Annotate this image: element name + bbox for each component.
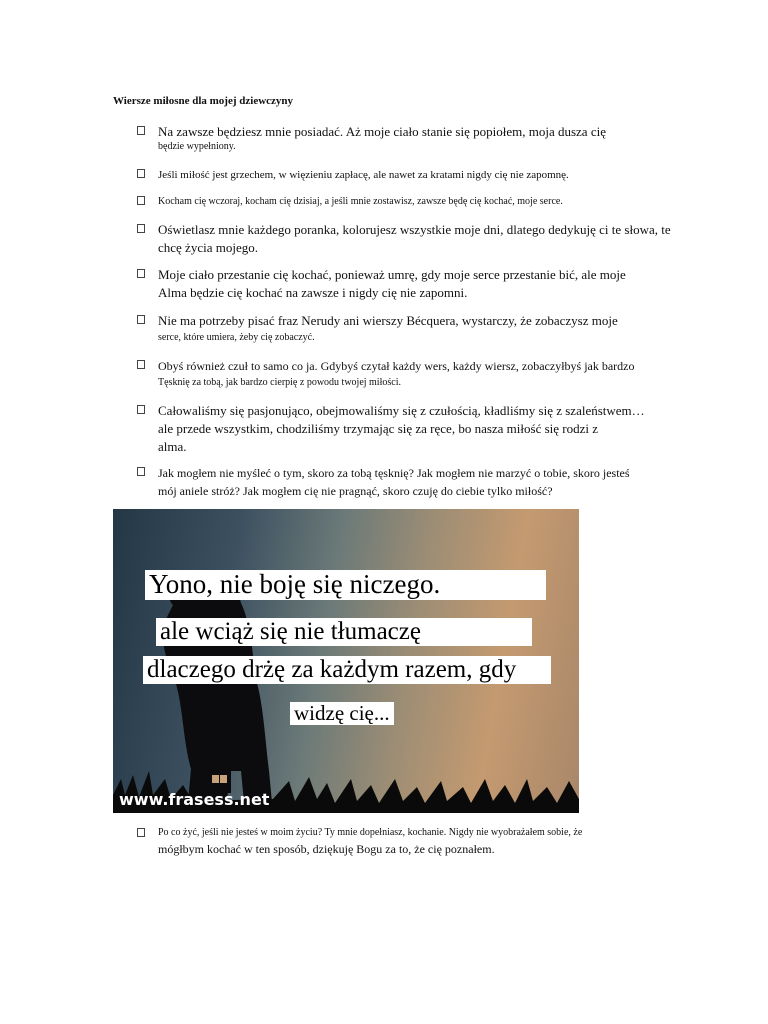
poem-line: serce, które umiera, żeby cię zobaczyć.: [158, 332, 315, 343]
poem-line: Tęsknię za tobą, jak bardzo cierpię z powodu twojej miłości.: [158, 377, 401, 388]
poem-line: Jeśli miłość jest grzechem, w więzieniu zapłacę, ale nawet za kratami nigdy cię nie zapomnę.: [158, 169, 569, 181]
checkbox-bullet-icon: [137, 224, 145, 233]
document-title: Wiersze miłosne dla mojej dziewczyny: [113, 95, 294, 107]
poem-line: alma.: [158, 439, 187, 454]
poem-list-item: [137, 221, 677, 257]
quote-photo: [113, 509, 579, 813]
poem-line: ale przede wszystkim, chodziliśmy trzymając się za ręce, bo nasza miłość się rodzi z: [158, 421, 599, 436]
poem-line: Moje ciało przestanie cię kochać, ponieważ umrę, gdy moje serce przestanie bić, ale moje: [158, 267, 626, 282]
checkbox-bullet-icon: [137, 196, 145, 205]
caption-line-3: dlaczego drżę za każdym razem, gdy: [143, 656, 551, 684]
poem-line: chcę życia mojego.: [158, 240, 258, 255]
poem-line: Na zawsze będziesz mnie posiadać. Aż moje ciało stanie się popiołem, moja dusza cię: [158, 124, 606, 139]
poem-list-item: [137, 464, 677, 500]
poem-line: Nie ma potrzeby pisać fraz Nerudy ani wierszy Bécquera, wystarczy, że zobaczysz moje: [158, 313, 618, 328]
poem-line: będzie wypełniony.: [158, 141, 236, 152]
poem-line: Obyś również czuł to samo co ja. Gdybyś czytał każdy wers, każdy wiersz, zobaczyłbyś jak bardzo: [158, 359, 635, 373]
checkbox-bullet-icon: [137, 169, 145, 178]
poem-line: Całowaliśmy się pasjonująco, obejmowaliśmy się z czułością, kładliśmy się z szaleństwem…: [158, 403, 645, 418]
checkbox-bullet-icon: [137, 126, 145, 135]
poem-line: Po co żyć, jeśli nie jesteś w moim życiu? Ty mnie dopełniasz, kochanie. Nigdy nie wyobrażałem sobie, że: [158, 827, 583, 838]
poem-list-item: [137, 402, 677, 456]
caption-line-4: widzę cię...: [290, 702, 394, 725]
watermark: www.frasess.net: [119, 790, 270, 809]
poem-line: mój aniele stróż? Jak mogłem cię nie pragnąć, skoro czuję do ciebie tylko miłość?: [158, 484, 553, 498]
poem-line: mógłbym kochać w ten sposób, dziękuję Bogu za to, że cię poznałem.: [158, 842, 495, 856]
poem-list-item: [137, 193, 677, 211]
poem-line: Alma będzie cię kochać na zawsze i nigdy cię nie zapomni.: [158, 285, 468, 300]
checkbox-bullet-icon: [137, 405, 145, 414]
poem-list-item: [137, 312, 677, 345]
checkbox-bullet-icon: [137, 360, 145, 369]
poem-list-item: [137, 166, 677, 184]
poem-list-item: [137, 825, 677, 858]
poem-line: Kocham cię wczoraj, kocham cię dzisiaj, a jeśli mnie zostawisz, zawsze będę cię kochać, moje serce.: [158, 196, 563, 207]
poem-line: Jak mogłem nie myśleć o tym, skoro za tobą tęsknię? Jak mogłem nie marzyć o tobie, skoro jesteś: [158, 466, 630, 480]
checkbox-bullet-icon: [137, 828, 145, 837]
poem-line: Oświetlasz mnie każdego poranka, kolorujesz wszystkie moje dni, dlatego dedykuję ci te słowa, te: [158, 222, 671, 237]
poem-list-item: [137, 266, 677, 302]
caption-line-1: Yono, nie boję się niczego.: [145, 570, 546, 600]
checkbox-bullet-icon: [137, 467, 145, 476]
poem-list-item: [137, 123, 677, 154]
checkbox-bullet-icon: [137, 269, 145, 278]
checkbox-bullet-icon: [137, 315, 145, 324]
poem-list-item: [137, 357, 677, 390]
caption-line-2: ale wciąż się nie tłumaczę: [156, 618, 532, 646]
